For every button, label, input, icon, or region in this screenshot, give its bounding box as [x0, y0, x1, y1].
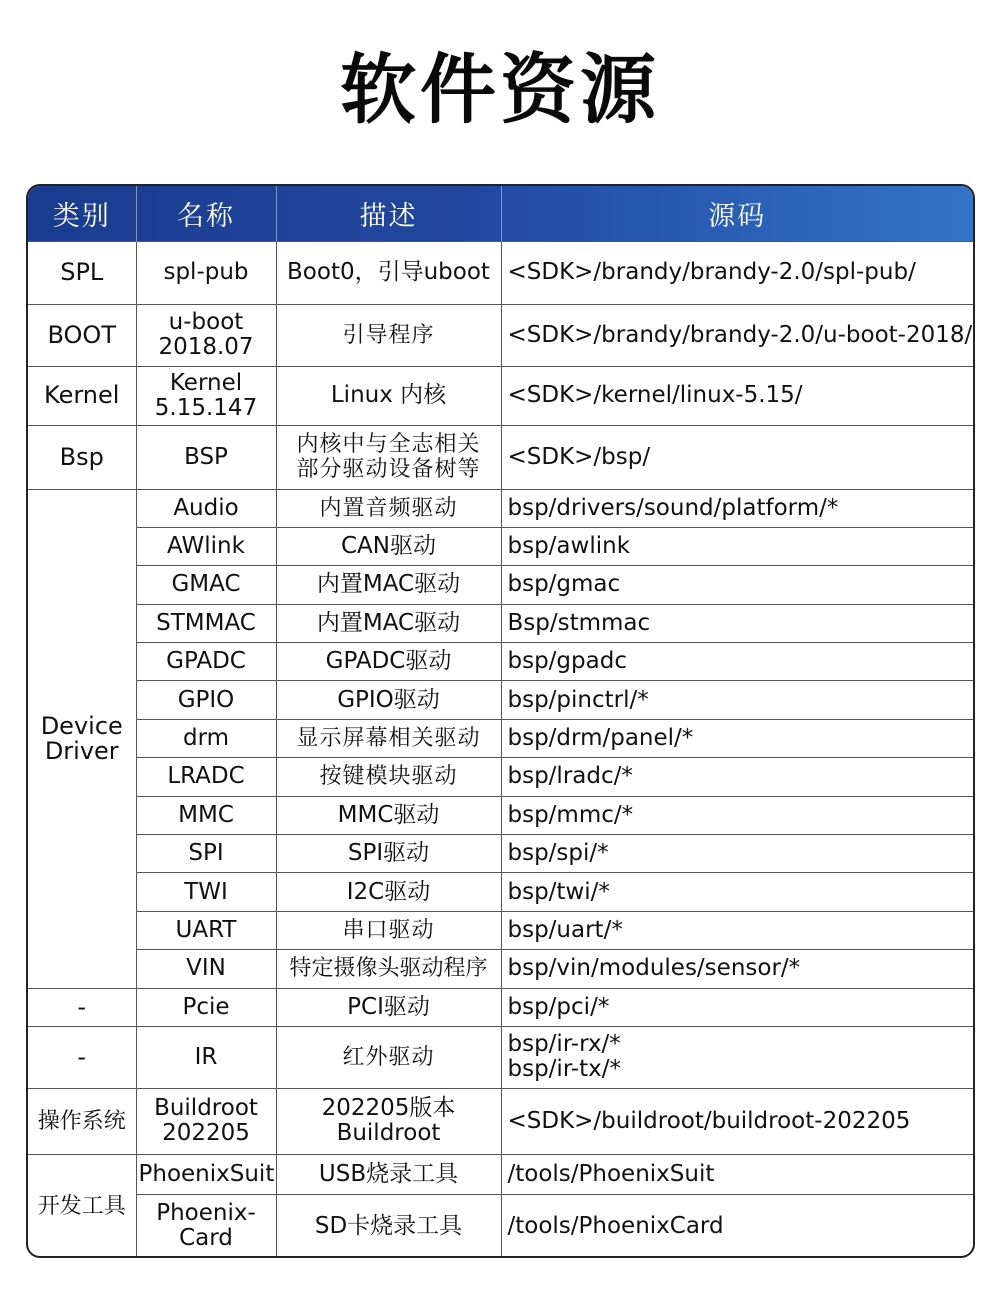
name-line: Phoenix- — [156, 1200, 256, 1227]
cell-source: <SDK>/brandy/brandy-2.0/u-boot-2018/ — [501, 304, 973, 366]
page-title: 软件资源 — [340, 45, 660, 134]
cell-description: 显示屏幕相关驱动 — [276, 719, 501, 757]
header-name: 名称 — [136, 186, 276, 241]
cell-description: 内置音频驱动 — [276, 489, 501, 527]
table-row — [28, 988, 973, 1026]
cell-name — [136, 1194, 276, 1258]
cell-source: bsp/twi/* — [501, 873, 973, 911]
cell-source: bsp/pinctrl/* — [501, 681, 973, 719]
cell-description: CAN驱动 — [276, 527, 501, 565]
table-row — [28, 873, 973, 911]
cell-name — [136, 366, 276, 425]
table-row — [28, 719, 973, 757]
cell-source: bsp/vin/modules/sensor/* — [501, 950, 973, 988]
name-line: Kernel — [169, 369, 243, 396]
description-line: 部分驱动设备树等 — [296, 457, 481, 482]
cell-source: bsp/awlink — [501, 527, 973, 565]
cell-source: bsp/gpadc — [501, 643, 973, 681]
table-row — [28, 1194, 973, 1258]
cell-category: - — [28, 1026, 136, 1088]
table-row — [28, 1154, 973, 1194]
cell-category: - — [28, 988, 136, 1026]
source-line: bsp/ir-rx/* — [507, 1031, 621, 1058]
table-row — [28, 489, 973, 527]
cell-name: AWlink — [136, 527, 276, 565]
cell-name: VIN — [136, 950, 276, 988]
cell-source: <SDK>/buildroot/buildroot-202205 — [501, 1088, 973, 1154]
cell-description: Linux 内核 — [276, 366, 501, 425]
cell-source: bsp/gmac — [501, 566, 973, 604]
cell-name: GMAC — [136, 566, 276, 604]
description-line: Buildroot — [336, 1120, 441, 1147]
cell-description: 内置MAC驱动 — [276, 566, 501, 604]
cell-source: <SDK>/brandy/brandy-2.0/spl-pub/ — [501, 241, 973, 304]
name-line: Buildroot — [154, 1095, 258, 1122]
header-category: 类别 — [52, 200, 111, 232]
cell-name: TWI — [136, 873, 276, 911]
cell-name: IR — [136, 1026, 276, 1088]
cell-description: I2C驱动 — [276, 873, 501, 911]
cell-description: 红外驱动 — [276, 1026, 501, 1088]
name-line: 5.15.147 — [154, 394, 258, 421]
description-line: 202205版本 — [321, 1095, 456, 1122]
description-line: 内核中与全志相关 — [296, 432, 481, 457]
name-line: u-boot — [168, 309, 244, 335]
name-line: 202205 — [162, 1120, 250, 1147]
header-source: 源码 — [501, 186, 973, 241]
cell-category: Kernel — [28, 366, 136, 425]
cell-description: GPADC驱动 — [276, 643, 501, 681]
cell-category: Bsp — [28, 425, 136, 489]
cell-source: bsp/drm/panel/* — [501, 719, 973, 757]
cell-source: <SDK>/bsp/ — [501, 425, 973, 489]
cell-name: BSP — [136, 425, 276, 489]
cell-source: bsp/uart/* — [501, 911, 973, 949]
cell-name: SPI — [136, 835, 276, 873]
cell-category-device-driver — [28, 489, 136, 988]
cell-category: BOOT — [28, 304, 136, 366]
cell-source: <SDK>/kernel/linux-5.15/ — [501, 366, 973, 425]
cell-category: SPL — [28, 241, 136, 304]
table-row — [28, 835, 973, 873]
table-row — [28, 604, 973, 642]
cell-source: /tools/PhoenixSuit — [501, 1154, 973, 1194]
cell-description: 按键模块驱动 — [276, 758, 501, 796]
table-row — [28, 527, 973, 565]
table-row — [28, 796, 973, 834]
cell-name: LRADC — [136, 758, 276, 796]
cell-name: PhoenixSuit — [136, 1154, 276, 1194]
cell-description — [276, 425, 501, 489]
cell-source: bsp/drivers/sound/platform/* — [501, 489, 973, 527]
cell-description: MMC驱动 — [276, 796, 501, 834]
category-line: Device — [40, 711, 123, 740]
cell-name: drm — [136, 719, 276, 757]
cell-description: 引导程序 — [276, 304, 501, 366]
cell-description: 串口驱动 — [276, 911, 501, 949]
cell-name: GPIO — [136, 681, 276, 719]
table-row — [28, 304, 973, 366]
cell-source — [501, 1026, 973, 1088]
source-line: bsp/ir-tx/* — [507, 1056, 621, 1083]
cell-description — [276, 1088, 501, 1154]
cell-source: bsp/lradc/* — [501, 758, 973, 796]
table-row — [28, 566, 973, 604]
cell-description: GPIO驱动 — [276, 681, 501, 719]
cell-description: SD卡烧录工具 — [276, 1194, 501, 1258]
table-header — [28, 186, 973, 241]
table-row — [28, 1088, 973, 1154]
cell-source: bsp/pci/* — [501, 988, 973, 1026]
cell-name: MMC — [136, 796, 276, 834]
cell-source: /tools/PhoenixCard — [501, 1194, 973, 1258]
table-row — [28, 758, 973, 796]
name-line: Card — [179, 1225, 233, 1252]
cell-name — [136, 1088, 276, 1154]
cell-description: SPI驱动 — [276, 835, 501, 873]
table-row — [28, 681, 973, 719]
cell-description: 内置MAC驱动 — [276, 604, 501, 642]
cell-description: PCI驱动 — [276, 988, 501, 1026]
cell-name: spl-pub — [136, 241, 276, 304]
software-resources-table — [26, 184, 975, 1258]
cell-description: Boot0，引导uboot — [276, 241, 501, 304]
cell-name: STMMAC — [136, 604, 276, 642]
cell-name: Audio — [136, 489, 276, 527]
cell-category: 操作系统 — [28, 1088, 136, 1154]
cell-name — [136, 304, 276, 366]
cell-source: Bsp/stmmac — [501, 604, 973, 642]
table-row — [28, 241, 973, 304]
cell-name: GPADC — [136, 643, 276, 681]
name-line: 2018.07 — [158, 334, 254, 360]
cell-description: 特定摄像头驱动程序 — [276, 950, 501, 988]
cell-source: bsp/spi/* — [501, 835, 973, 873]
cell-description: USB烧录工具 — [276, 1154, 501, 1194]
table-row — [28, 643, 973, 681]
table-row — [28, 950, 973, 988]
table-row — [28, 366, 973, 425]
cell-category-dev-tools: 开发工具 — [28, 1154, 136, 1258]
cell-source: bsp/mmc/* — [501, 796, 973, 834]
cell-name: Pcie — [136, 988, 276, 1026]
table-row — [28, 1026, 973, 1088]
header-description: 描述 — [276, 186, 501, 241]
category-line: Driver — [44, 736, 119, 765]
cell-name: UART — [136, 911, 276, 949]
table-row — [28, 425, 973, 489]
table-row — [28, 911, 973, 949]
